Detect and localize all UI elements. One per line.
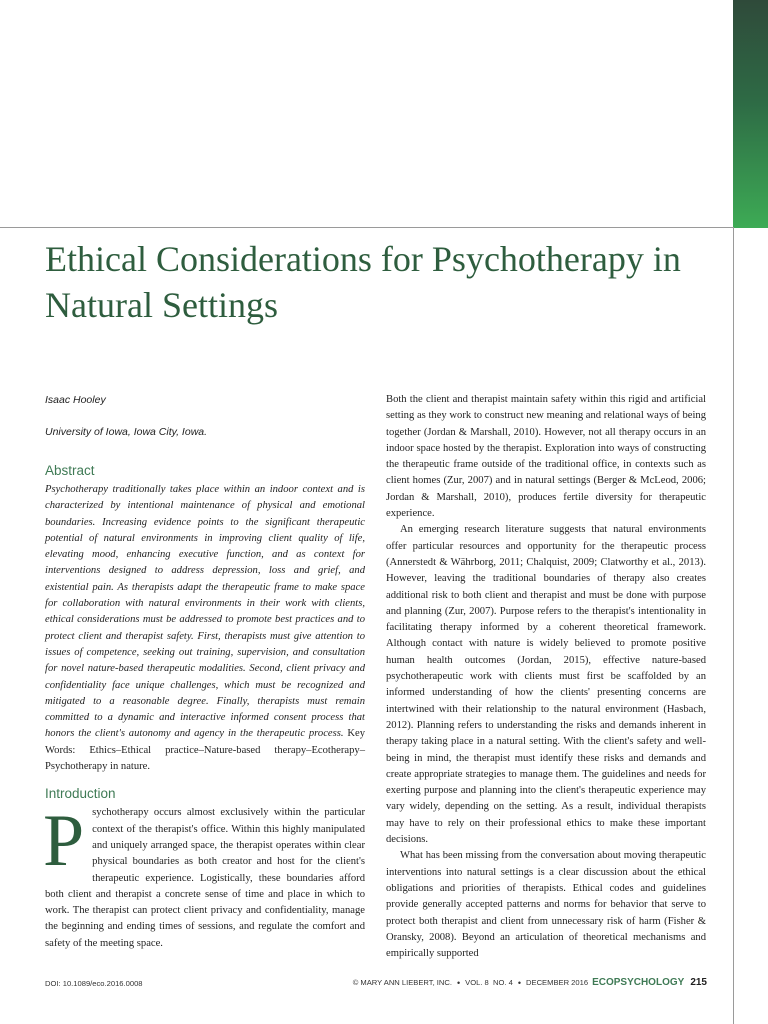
- article-title: Ethical Considerations for Psychotherapy in Natural Settings: [45, 239, 681, 325]
- issue-date: DECEMBER 2016: [526, 978, 589, 987]
- author-affiliation: University of Iowa, Iowa City, Iowa.: [45, 426, 208, 438]
- issue-number: NO. 4: [493, 978, 513, 987]
- introduction-heading: Introduction: [45, 786, 116, 802]
- right-column: [386, 392, 706, 962]
- body-paragraph: What has been missing from the conversation about moving therapeutic interventions into natural settings is a clear discussion about the ethical obligations and priorities of therapists. Ethical codes and guidelines provide generally accepted patterns and norms for behavior that serve to protect both therapist and client from unnecessary risk of harm (Fisher & Oransky, 2008). Beyond an articulation of theoretical mechanisms and empirically supported: [386, 850, 706, 960]
- header-rule: [0, 227, 734, 228]
- keywords: Key Words: Ethics–Ethical practice–Nature-based therapy–Ecotherapy–Psychotherapy in nature.: [45, 728, 365, 773]
- decorative-side-bar: [733, 0, 768, 228]
- body-paragraph: An emerging research literature suggests that natural environments offer particular resources and opportunity for the therapeutic process (Annerstedt & Währborg, 2011; Chalquist, 2009; Clatworthy et al., 2013). However, leaving the traditional boundaries of therapy also creates additional risk to both client and therapist and must be done with purpose and planning (Zur, 2007). Purpose refers to the therapist's intentionality in facilitating therapy informed by a coherent theoretical framework. Although contact with nature is widely believed to promote positive human health outcomes (Jordan, 2015), effective nature-based psychotherapeutic work with clients must first be scaffolded by an informed understanding of how the clients' presenting concerns are intertwined with their relationship to the natural environment (Hasbach, 2012). Planning refers to understanding the risks and demands inherent in therapy taking place in a natural setting. With the client's safety and well-being in mind, the therapist must identify these risks and demands and create appropriate strategies to manage them. The guidelines and needs for exerting purpose and planning into the client's therapeutic experience may vary widely, depending on the setting. As a result, individual therapists may have to rely on their professional ethics to make these important decisions.: [386, 524, 706, 846]
- bullet-separator: •: [456, 977, 461, 988]
- page-number: 215: [690, 977, 707, 988]
- publisher: © MARY ANN LIEBERT, INC.: [352, 978, 452, 987]
- abstract-body: [45, 482, 365, 775]
- page-footer: [45, 977, 707, 991]
- introduction-paragraph: [43, 800, 365, 952]
- left-column: [45, 392, 365, 952]
- bullet-separator: •: [517, 977, 522, 988]
- side-rule: [733, 228, 734, 1024]
- abstract-heading: Abstract: [45, 463, 95, 478]
- footer-publication-info: [353, 977, 707, 988]
- journal-name: ECOPSYCHOLOGY: [592, 977, 685, 988]
- drop-cap: P: [43, 800, 85, 883]
- volume: VOL. 8: [465, 978, 489, 987]
- author-name: Isaac Hooley: [45, 394, 106, 406]
- doi-link[interactable]: DOI: 10.1089/eco.2016.0008: [45, 979, 143, 988]
- introduction-text: sychotherapy occurs almost exclusively within the particular context of the therapist's office. Within this highly manipulated and uniquely arranged space, the therapist operates within clear physical boundaries as both creator and host for the client's therapeutic experience. Logistically, these boundaries afford both client and therapist a concrete sense of time and place in which to work. The therapist can protect client privacy and confidentiality, manage the beginning and ending times of sessions, and regulate the comfort and safety of the meeting space.: [45, 807, 365, 949]
- body-paragraph: Both the client and therapist maintain safety within this rigid and artificial setting as they work to construct new meaning and relational ways of being together (Jordan & Marshall, 2010). However, not all therapy occurs in an indoor space hosted by the therapist. Exploration into ways of constructing the therapeutic frame outside of the traditional office, in contexts such as client homes (Zur, 2007) and in natural settings (Berger & McLeod, 2006; Jordan & Marshall, 2010), produces fertile diversity for therapeutic experience.: [386, 394, 706, 520]
- abstract-text: Psychotherapy traditionally takes place within an indoor context and is characterized by intentional maintenance of physical and emotional boundaries. Increasing evidence points to the significant therapeutic potential of natural environments in improving client quality of life, elevating mood, enhancing executive function, and as context for interventions designed to address depression, loss and grief, and existential pain. As therapists adapt the therapeutic frame to make space for collaboration with natural environments in their work with clients, ethical considerations must be addressed to promote best practices and to protect client and therapist safety. First, therapists must give attention to issues of competence, seeking out training, supervision, and consultation for novel nature-based therapeutic modalities. Second, client privacy and confidentiality face unique challenges, which must be recognized and mitigated to a reasonable degree. Finally, therapists must remain committed to a dynamic and interactive informed consent process that honors the client's autonomy and agency in the therapeutic process.: [45, 484, 365, 740]
